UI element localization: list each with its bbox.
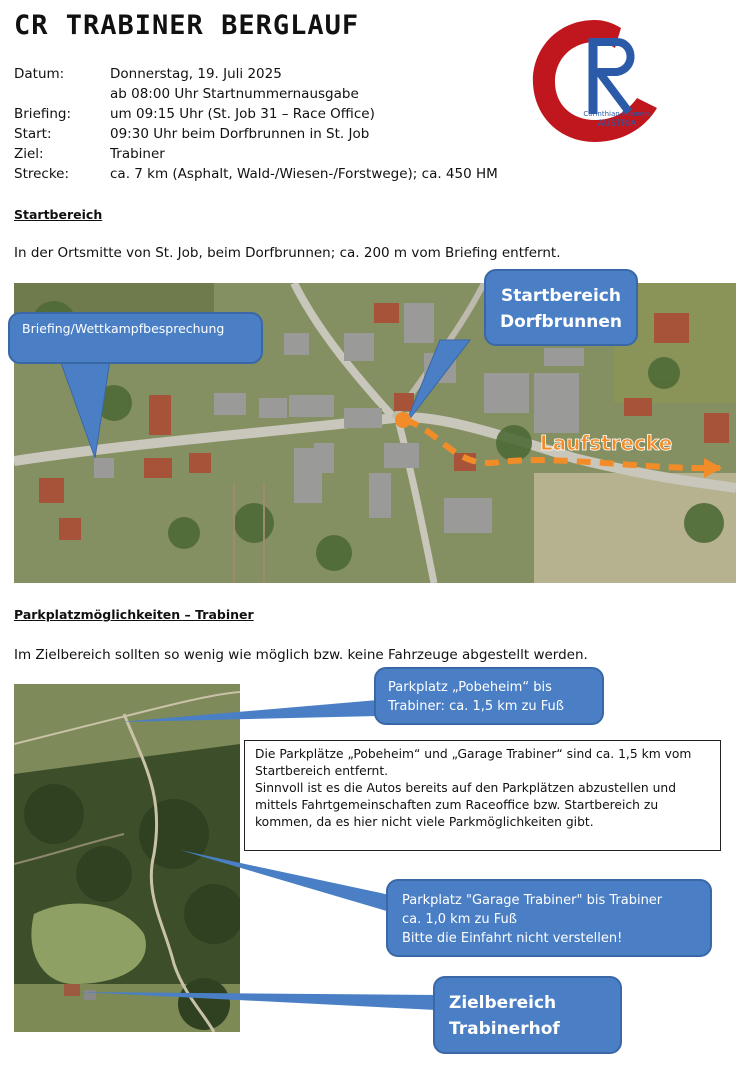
page-title: CR TRABINER BERGLAUF	[14, 10, 360, 41]
parking-area-map	[14, 684, 240, 1032]
info-row-course: Strecke: ca. 7 km (Asphalt, Wald-/Wiesen-/Forstwege); ca. 450 HM	[14, 166, 498, 182]
startbereich-heading: Startbereich	[14, 207, 103, 222]
info-row-finish: Ziel: Trabiner	[14, 146, 165, 162]
parking-text: Im Zielbereich sollten so wenig wie möglich bzw. keine Fahrzeuge abgestellt werden.	[14, 647, 588, 663]
start-callout: Startbereich Dorfbrunnen	[484, 269, 638, 346]
logo-subtitle: Corinthian Runners	[583, 110, 651, 118]
info-row-numbers: ab 08:00 Uhr Startnummernausgabe	[110, 86, 359, 102]
info-row-start: Start: 09:30 Uhr beim Dorfbrunnen in St. Job	[14, 126, 370, 142]
route-label: Laufstrecke	[540, 431, 673, 455]
ziel-callout: Zielbereich Trabinerhof	[433, 976, 622, 1054]
info-row-briefing: Briefing: um 09:15 Uhr (St. Job 31 – Race Office)	[14, 106, 375, 122]
briefing-callout: Briefing/Wettkampfbesprechung	[8, 312, 263, 364]
info-row-date: Datum: Donnerstag, 19. Juli 2025	[14, 66, 282, 82]
logo	[525, 12, 665, 150]
logo-country: AUSTRIA	[597, 119, 637, 129]
startbereich-text: In der Ortsmitte von St. Job, beim Dorfbrunnen; ca. 200 m vom Briefing entfernt.	[14, 245, 561, 261]
parking-note: Die Parkplätze „Pobeheim“ und „Garage Trabiner“ sind ca. 1,5 km vom Startbereich entfernt. Sinnvoll ist es die Autos bereits auf den Parkplätzen abzustellen und mittels Fahrtgemeinschaften zum Raceoffice bzw. Startbereich zu kommen, da es hier nicht viele Parkmöglichkeiten gibt.	[244, 740, 721, 851]
parking-heading: Parkplatzmöglichkeiten – Trabiner	[14, 607, 254, 622]
event-info	[14, 64, 498, 184]
garage-callout: Parkplatz "Garage Trabiner" bis Trabiner ca. 1,0 km zu Fuß Bitte die Einfahrt nicht verstellen!	[386, 879, 712, 957]
pobeheim-callout: Parkplatz „Pobeheim“ bis Trabiner: ca. 1,5 km zu Fuß	[374, 667, 604, 725]
